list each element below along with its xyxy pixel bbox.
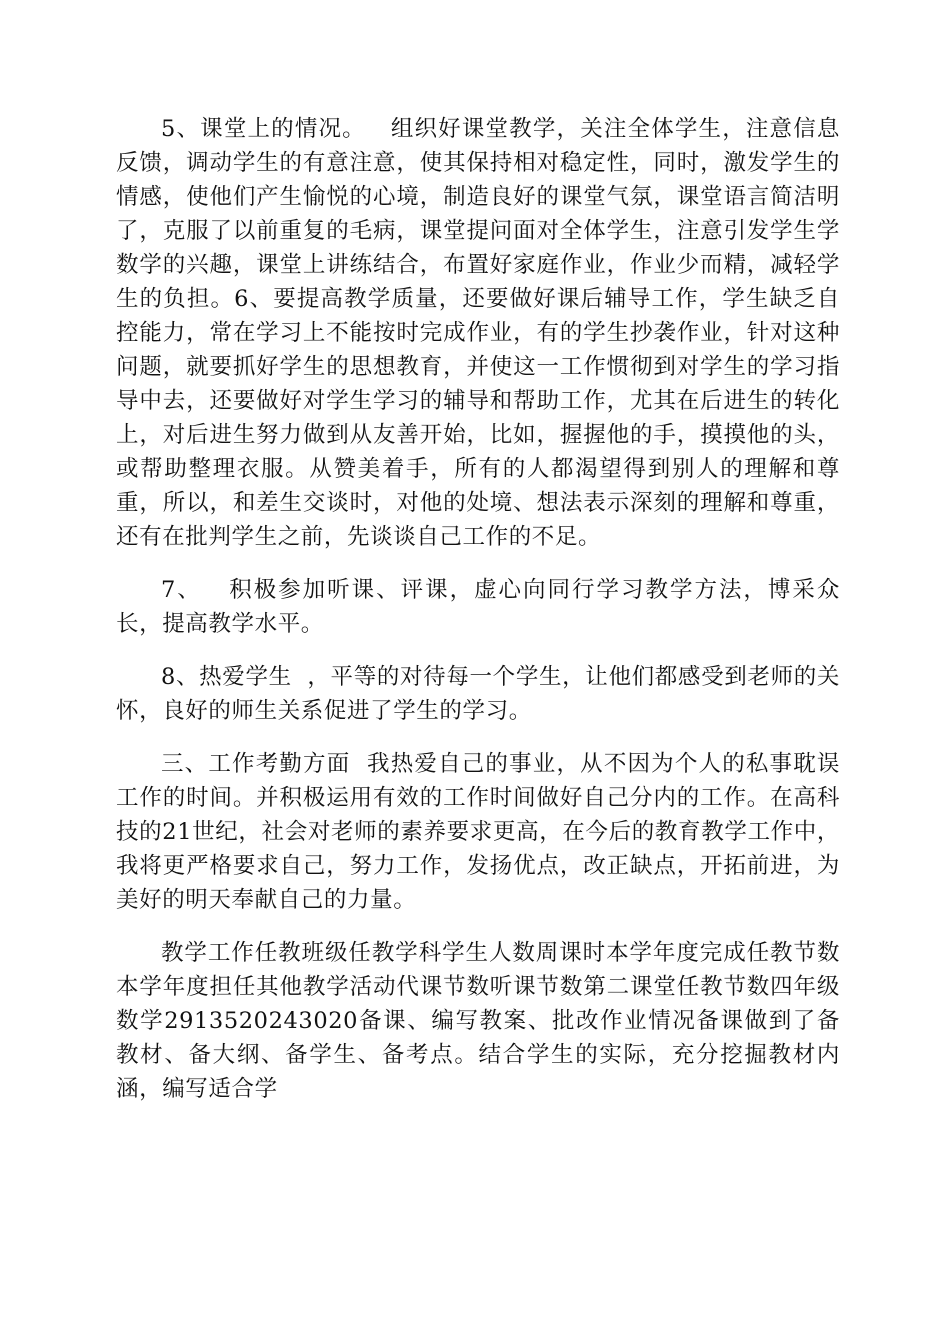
paragraph-attendance: 三、工作考勤方面 我热爱自己的事业，从不因为个人的私事耽误工作的时间。并积极运用有效的工作时间做好自己分内的工作。在高科技的21世纪，社会对老师的素养要求更高，在今后的教育教学工作中，我将更严格要求自己，努力工作，发扬优点，改正缺点，开拓前进，为美好的明天奉献自己的力量。 — [116, 751, 840, 913]
paragraph-classroom: 5、课堂上的情况。 组织好课堂教学，关注全体学生，注意信息反馈，调动学生的有意注意，使其保持相对稳定性，同时，激发学生的情感，使他们产生愉悦的心境，制造良好的课堂气氛，课堂语言简洁明了，克服了以前重复的毛病，课堂提问面对全体学生，注意引发学生学数学的兴趣，课堂上讲练结合，布置好家庭作业，作业少而精，减轻学生的负担。6、要提高教学质量，还要做好课后辅导工作，学生缺乏自控能力，常在学习上不能按时完成作业，有的学生抄袭作业，针对这种问题，就要抓好学生的思想教育，并使这一工作惯彻到对学生的学习指导中去，还要做好对学生学习的辅导和帮助工作，尤其在后进生的转化上，对后进生努力做到从友善开始，比如，握握他的手，摸摸他的头，或帮助整理衣服。从赞美着手，所有的人都渴望得到别人的理解和尊重，所以，和差生交谈时，对他的处境、想法表示深刻的理解和尊重，还有在批判学生之前，先谈谈自己工作的不足。 — [116, 116, 840, 550]
paragraph-teaching-work: 教学工作任教班级任教学科学生人数周课时本学年度完成任教节数本学年度担任其他教学活动代课节数听课节数第二课堂任教节数四年级数学2913520243020备课、编写教案、批改作业情况备课做到了备教材、备大纲、备学生、备考点。结合学生的实际，充分挖掘教材内涵，编写适合学 — [116, 940, 840, 1102]
document-page — [116, 112, 840, 1125]
paragraph-love-students: 8、热爱学生 ，平等的对待每一个学生，让他们都感受到老师的关怀，良好的师生关系促进了学生的学习。 — [116, 664, 840, 724]
paragraph-lesson-observation: 7、 积极参加听课、评课，虚心向同行学习教学方法，博采众长，提高教学水平。 — [116, 577, 840, 637]
